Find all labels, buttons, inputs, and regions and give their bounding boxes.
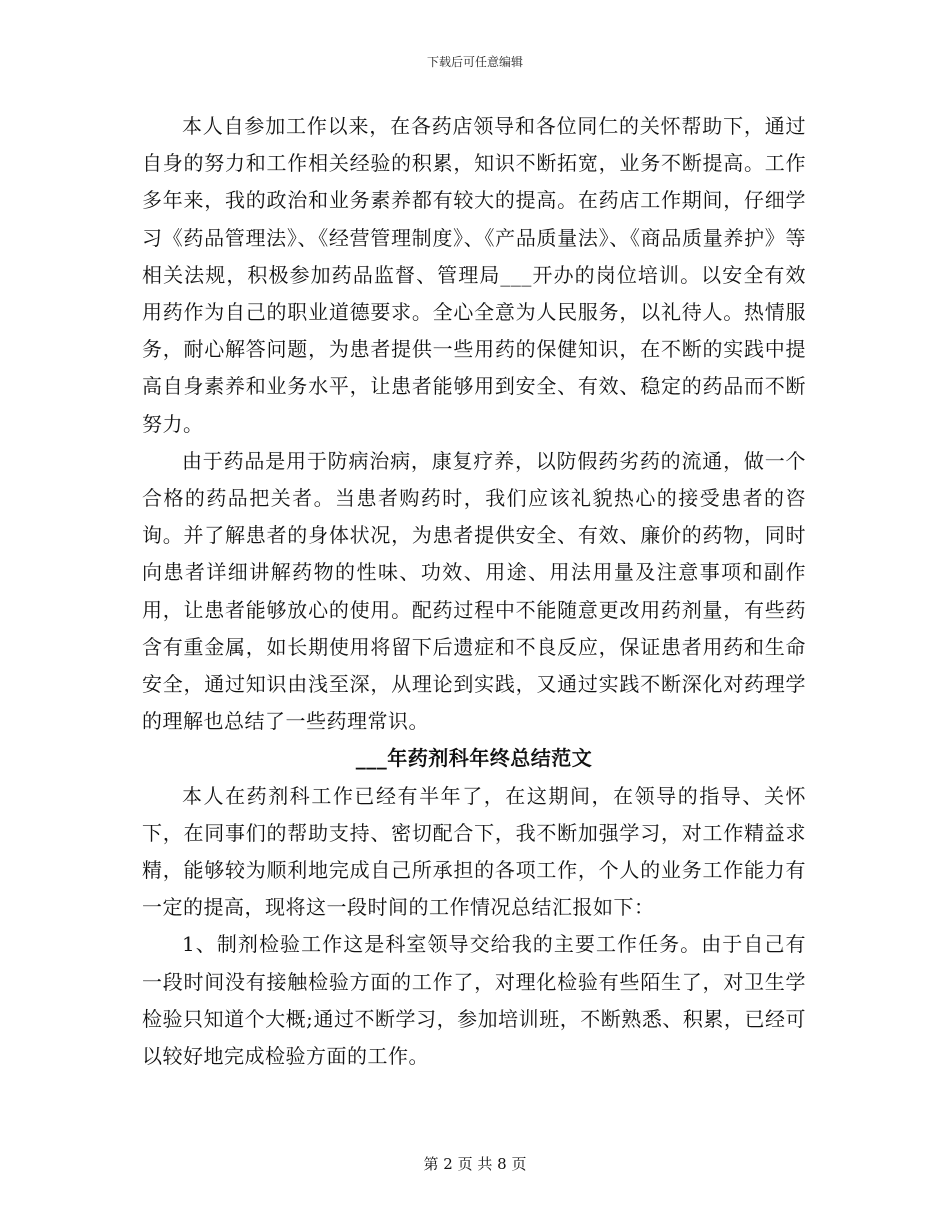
section-heading: ___年药剂科年终总结范文 — [355, 746, 593, 771]
page-header: 下载后可任意编辑 — [426, 55, 523, 69]
paragraph-2: 由于药品是用于防病治病，康复疗养，以防假药劣药的流通，做一个合格的药品把关者。当患者购药时，我们应该礼貌热心的接受患者的咨询。并了解患者的身体状况，为患者提供安全、有效、廉价的药物，同时向患者详细讲解药物的性味、功效、用途、用法用量及注意事项和副作用，让患者能够放心的使用。配药过程中不能随意更改用药剂量，有些药含有重金属，如长期使用将留下后遗症和不良反应，保证患者用药和生命安全，通过知识由浅至深，从理论到实践，又通过实践不断深化对药理学的理解也总结了一些药理常识。 — [142, 448, 806, 734]
document-body — [142, 108, 806, 1075]
paragraph-4: 1、制剂检验工作这是科室领导交给我的主要工作任务。由于自己有一段时间没有接触检验方面的工作了，对理化检验有些陌生了，对卫生学检验只知道个大概;通过不断学习，参加培训班，不断熟悉、积累，已经可以较好地完成检验方面的工作。 — [142, 932, 806, 1069]
page-footer: 第 2 页 共 8 页 — [423, 1155, 527, 1173]
paragraph-3: 本人在药剂科工作已经有半年了，在这期间，在领导的指导、关怀下，在同事们的帮助支持、密切配合下，我不断加强学习，对工作精益求精，能够较为顺利地完成自己所承担的各项工作，个人的业务工作能力有一定的提高，现将这一段时间的工作情况总结汇报如下： — [142, 783, 806, 920]
paragraph-1: 本人自参加工作以来，在各药店领导和各位同仁的关怀帮助下，通过自身的努力和工作相关经验的积累，知识不断拓宽，业务不断提高。工作多年来，我的政治和业务素养都有较大的提高。在药店工作期间，仔细学习《药品管理法》、《经营管理制度》、《产品质量法》、《商品质量养护》等相关法规，积极参加药品监督、管理局___开办的岗位培训。以安全有效用药作为自己的职业道德要求。全心全意为人民服务，以礼待人。热情服务，耐心解答问题，为患者提供一些用药的保健知识，在不断的实践中提高自身素养和业务水平，让患者能够用到安全、有效、稳定的药品而不断努力。 — [142, 114, 806, 436]
